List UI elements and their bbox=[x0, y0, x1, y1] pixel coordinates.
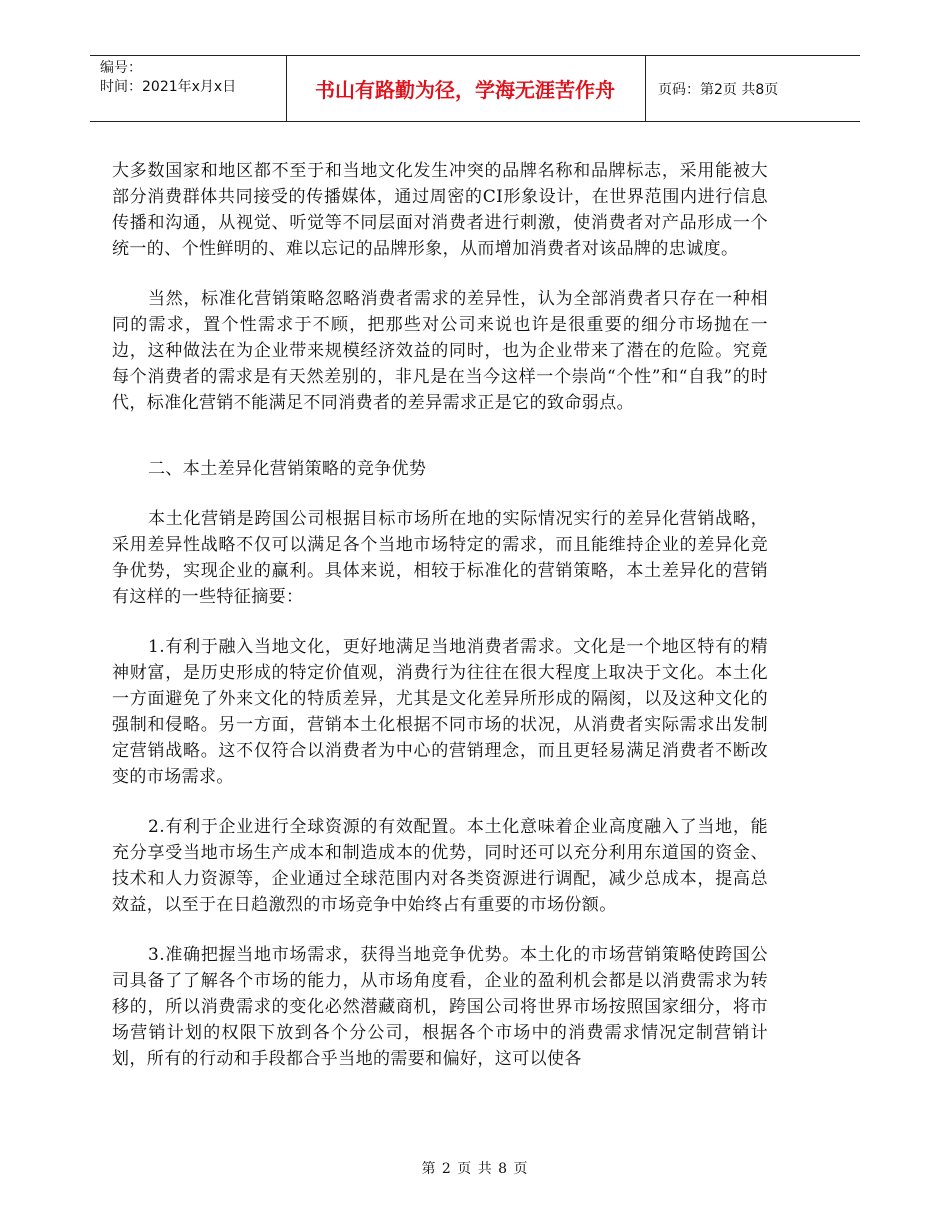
paragraph: 大多数国家和地区都不至于和当地文化发生冲突的品牌名称和品牌标志，采用能被大部分消费群体共同接受的传播媒体，通过周密的CI形象设计，在世界范围内进行信息传播和沟通，从视觉、听觉等不同层面对消费者进行刺激，使消费者对产品形成一个统一的、个性鲜明的、难以忘记的品牌形象，从而增加消费者对该品牌的忠诚度。 bbox=[112, 161, 768, 259]
header-page-number: 页码：第2页 共8页 bbox=[658, 81, 779, 98]
page-header bbox=[90, 55, 860, 122]
document-body bbox=[112, 158, 768, 1072]
paragraph: 本土化营销是跨国公司根据目标市场所在地的实际情况实行的差异化营销战略，采用差异性战略不仅可以满足各个当地市场特定的需求，而且能维持企业的差异化竞争优势，实现企业的赢利。具体来说，相较于标准化的营销策略，本土差异化的营销有这样的一些特征摘要： bbox=[112, 509, 768, 607]
paragraph: 当然，标准化营销策略忽略消费者需求的差异性，认为全部消费者只存在一种相同的需求，置个性需求于不顾，把那些对公司来说也许是很重要的细分市场抛在一边，这种做法在为企业带来规模经济效益的同时，也为企业带来了潜在的危险。究竟每个消费者的需求是有天然差别的，非凡是在当今这样一个崇尚“个性”和“自我”的时代，标准化营销不能满足不同消费者的差异需求正是它的致命弱点。 bbox=[112, 289, 768, 413]
paragraph: 3.准确把握当地市场需求，获得当地竞争优势。本土化的市场营销策略使跨国公司具备了了解各个市场的能力，从市场角度看，企业的盈利机会都是以消费需求为转移的，所以消费需求的变化必然潜藏商机，跨国公司将世界市场按照国家细分，将市场营销计划的权限下放到各个分公司，根据各个市场中的消费需求情况定制营销计划，所有的行动和手段都合乎当地的需要和偏好，这可以使各 bbox=[112, 945, 768, 1069]
header-motto: 书山有路勤为径，学海无涯苦作舟 bbox=[315, 78, 615, 102]
header-meta bbox=[100, 59, 285, 97]
time-label: 时间：2021年x月x日 bbox=[100, 79, 237, 95]
paragraph: 2.有利于企业进行全球资源的有效配置。本土化意味着企业高度融入了当地，能充分享受当地市场生产成本和制造成本的优势，同时还可以充分利用东道国的资金、技术和人力资源等，企业通过全球范围内对各类资源进行调配，减少总成本，提高总效益，以至于在日趋激烈的市场竞争中始终占有重要的市场份额。 bbox=[112, 817, 768, 915]
number-label: 编号： bbox=[100, 60, 142, 76]
section-heading: 二、本土差异化营销策略的竞争优势 bbox=[148, 459, 427, 479]
paragraph: 1.有利于融入当地文化，更好地满足当地消费者需求。文化是一个地区特有的精神财富，是历史形成的特定价值观，消费行为往往在很大程度上取决于文化。本土化一方面避免了外来文化的特质差异，尤其是文化差异所形成的隔阂，以及这种文化的强制和侵略。另一方面，营销本土化根据不同市场的状况，从消费者实际需求出发制定营销战略。这不仅符合以消费者为中心的营销理念，而且更轻易满足消费者不断改变的市场需求。 bbox=[112, 637, 768, 787]
page-footer: 第 2 页 共 8 页 bbox=[421, 1161, 529, 1177]
